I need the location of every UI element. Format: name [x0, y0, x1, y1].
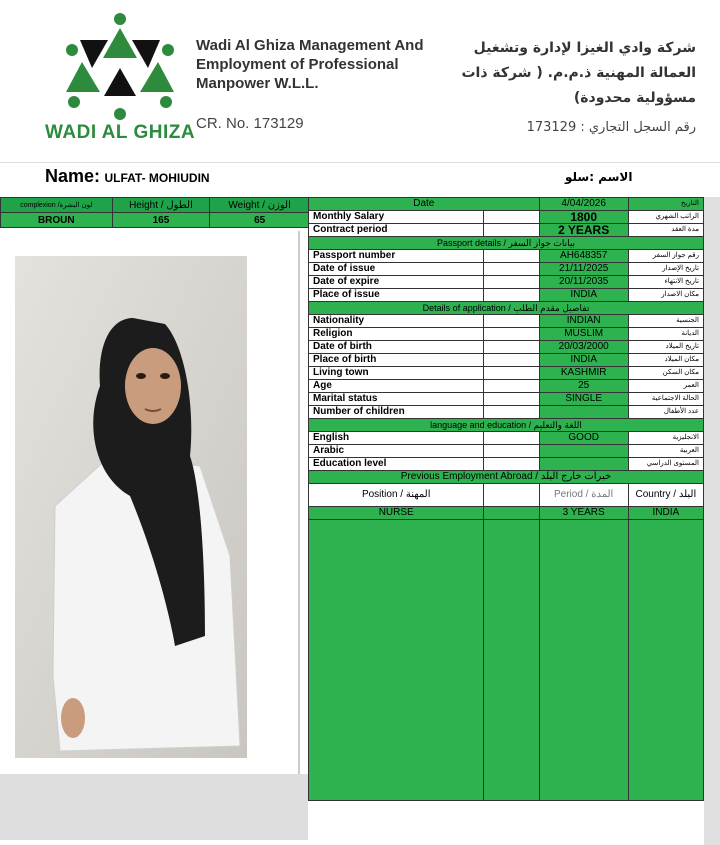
- company-name-ar: شركة وادي الغيزا لإدارة وتشغيل العمالة المهنية ذ.م.م. ( شركة ذات مسؤولية محدودة): [461, 40, 696, 106]
- education-ar: المستوى الدراسي: [628, 458, 703, 471]
- company-name-en: Wadi Al Ghiza Management And Employment of Professional Manpower W.L.L.: [196, 37, 424, 92]
- form-row: [309, 432, 704, 445]
- passport-number-label: Passport number: [309, 250, 484, 263]
- empty-cell: [484, 520, 539, 801]
- cell-blank: [484, 250, 539, 263]
- cr-number-en: CR. No. 173129: [196, 115, 304, 132]
- form-row: [309, 445, 704, 458]
- children-value: [539, 406, 628, 419]
- date-label-ar: التاريخ: [628, 198, 703, 211]
- form-row: [309, 458, 704, 471]
- cell-blank: [484, 393, 539, 406]
- expire-date-value: 20/11/2035: [539, 276, 628, 289]
- cell-blank: [484, 406, 539, 419]
- nationality-value: INDIAN: [539, 315, 628, 328]
- language-section-header: [309, 419, 704, 432]
- salary-label: Monthly Salary: [309, 211, 484, 224]
- expire-date-label: Date of expire: [309, 276, 484, 289]
- employment-columns: [309, 484, 704, 507]
- age-ar: العمر: [628, 380, 703, 393]
- religion-label: Religion: [309, 328, 484, 341]
- form-row: [309, 289, 704, 302]
- logo-wordmark: WADI AL GHIZA: [45, 122, 196, 143]
- marital-label: Marital status: [309, 393, 484, 406]
- arabic-ar: العربية: [628, 445, 703, 458]
- passport-header: Passport details / بيانات جواز السفر: [309, 237, 704, 250]
- age-value: 25: [539, 380, 628, 393]
- salary-label-ar: الراتب الشهري: [628, 211, 703, 224]
- form-row: [309, 367, 704, 380]
- period-col-header: Period / المدة: [539, 484, 628, 507]
- cell-blank: [484, 263, 539, 276]
- birthplace-label: Place of birth: [309, 354, 484, 367]
- passport-number-value: AH648357: [539, 250, 628, 263]
- issue-date-label: Date of issue: [309, 263, 484, 276]
- application-section-header: [309, 302, 704, 315]
- form-row: [309, 393, 704, 406]
- education-label: Education level: [309, 458, 484, 471]
- english-value: GOOD: [539, 432, 628, 445]
- form-row: [309, 406, 704, 419]
- employment-empty-area: [309, 520, 704, 801]
- employment-section-header: [309, 471, 704, 484]
- language-header: language and education / اللغة والتعليم: [309, 419, 704, 432]
- religion-ar: الديانة: [628, 328, 703, 341]
- physical-table: [0, 197, 310, 228]
- cell-blank: [484, 354, 539, 367]
- children-label: Number of children: [309, 406, 484, 419]
- contract-value: 2 YEARS: [539, 224, 628, 237]
- issue-place-ar: مكان الاصدار: [628, 289, 703, 302]
- form-row: [309, 250, 704, 263]
- complexion-value: BROUN: [1, 213, 113, 228]
- contract-label: Contract period: [309, 224, 484, 237]
- arabic-value: [539, 445, 628, 458]
- nationality-ar: الجنسية: [628, 315, 703, 328]
- employment-header: Previous Employment Abroad / خبرات خارج البلد: [309, 471, 704, 484]
- cell-blank: [484, 507, 539, 520]
- form-row: [309, 354, 704, 367]
- cell-blank: [484, 432, 539, 445]
- living-town-label: Living town: [309, 367, 484, 380]
- expire-date-ar: تاريخ الانتهاء: [628, 276, 703, 289]
- employment-period: 3 YEARS: [539, 507, 628, 520]
- complexion-header: complexion /لون البشرة: [1, 198, 113, 213]
- date-label: Date: [309, 198, 540, 211]
- weight-value: 65: [210, 213, 310, 228]
- country-col-header: Country / البلد: [628, 484, 703, 507]
- form-row: [309, 341, 704, 354]
- arabic-label: Arabic: [309, 445, 484, 458]
- height-header: Height / الطول: [112, 198, 210, 213]
- cell-blank: [484, 315, 539, 328]
- age-label: Age: [309, 380, 484, 393]
- cell-blank: [484, 289, 539, 302]
- height-value: 165: [112, 213, 210, 228]
- empty-cell: [628, 520, 703, 801]
- employment-row: [309, 507, 704, 520]
- cell-blank: [484, 484, 539, 507]
- passport-section-header: [309, 237, 704, 250]
- form-row-date: [309, 198, 704, 211]
- name-label: Name:: [45, 166, 101, 186]
- candidate-name: [45, 166, 210, 187]
- header-divider: [0, 162, 720, 163]
- photo-frame: [0, 231, 300, 774]
- living-town-ar: مكان السكن: [628, 367, 703, 380]
- employment-country: INDIA: [628, 507, 703, 520]
- cell-blank: [484, 328, 539, 341]
- children-ar: عدد الأطفال: [628, 406, 703, 419]
- nationality-label: Nationality: [309, 315, 484, 328]
- salary-value: 1800: [539, 211, 628, 224]
- english-ar: الانجليزية: [628, 432, 703, 445]
- religion-value: MUSLIM: [539, 328, 628, 341]
- cell-blank: [484, 380, 539, 393]
- issue-date-value: 21/11/2025: [539, 263, 628, 276]
- issue-date-ar: تاريخ الإصدار: [628, 263, 703, 276]
- dob-label: Date of birth: [309, 341, 484, 354]
- birthplace-ar: مكان الميلاد: [628, 354, 703, 367]
- page-margin: [704, 197, 720, 845]
- name-value: ULFAT- MOHIUDIN: [104, 171, 210, 185]
- passport-number-ar: رقم جواز السفر: [628, 250, 703, 263]
- form-row: [309, 380, 704, 393]
- form-row: [309, 315, 704, 328]
- form-row: [309, 328, 704, 341]
- date-value: 4/04/2026: [539, 198, 628, 211]
- cell-blank: [484, 276, 539, 289]
- dob-value: 20/03/2000: [539, 341, 628, 354]
- cr-number-ar: رقم السجل التجاري : 173129: [526, 120, 696, 135]
- english-label: English: [309, 432, 484, 445]
- cell-blank: [484, 458, 539, 471]
- grey-panel: [0, 774, 308, 840]
- form-row: [309, 276, 704, 289]
- company-logo: [60, 10, 180, 120]
- issue-place-value: INDIA: [539, 289, 628, 302]
- dob-ar: تاريخ الميلاد: [628, 341, 703, 354]
- cell-blank: [484, 445, 539, 458]
- marital-value: SINGLE: [539, 393, 628, 406]
- application-form: [308, 197, 704, 801]
- form-row: [309, 263, 704, 276]
- contract-blank: [484, 224, 539, 237]
- birthplace-value: INDIA: [539, 354, 628, 367]
- empty-cell: [309, 520, 484, 801]
- form-row-salary: [309, 211, 704, 224]
- form-row-contract: [309, 224, 704, 237]
- education-value: [539, 458, 628, 471]
- marital-ar: الحالة الاجتماعية: [628, 393, 703, 406]
- living-town-value: KASHMIR: [539, 367, 628, 380]
- employment-position: NURSE: [309, 507, 484, 520]
- cell-blank: [484, 367, 539, 380]
- contract-label-ar: مدة العقد: [628, 224, 703, 237]
- weight-header: Weight / الوزن: [210, 198, 310, 213]
- application-header: Details of application / تفاصيل مقدم الطلب: [309, 302, 704, 315]
- candidate-photo: [15, 256, 247, 758]
- empty-cell: [539, 520, 628, 801]
- position-col-header: Position / المهنة: [309, 484, 484, 507]
- cell-blank: [484, 341, 539, 354]
- issue-place-label: Place of issue: [309, 289, 484, 302]
- salary-blank: [484, 211, 539, 224]
- name-label-ar: الاسم :سلو: [565, 170, 633, 184]
